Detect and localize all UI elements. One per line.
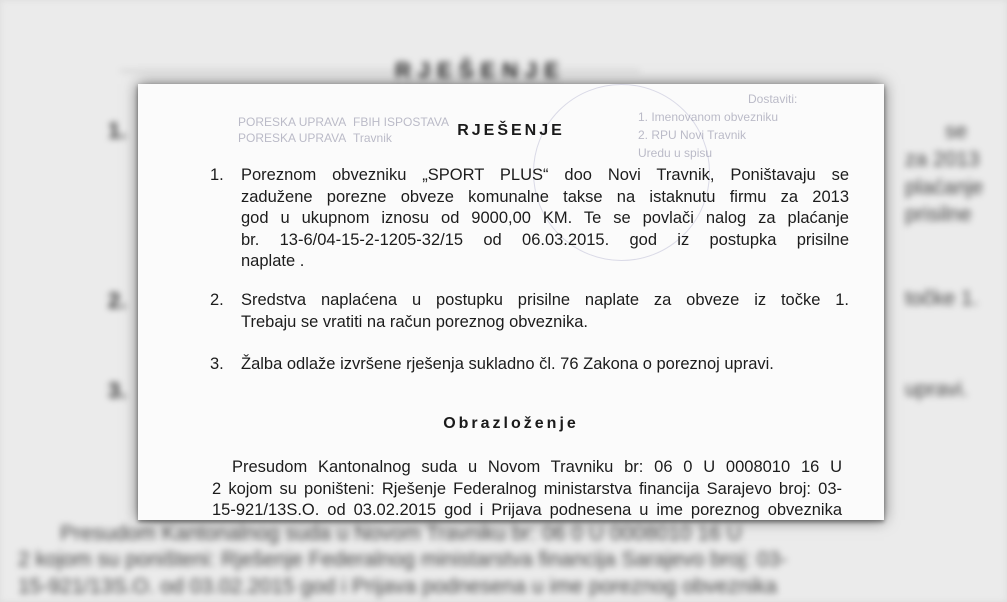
faint-header-text: 2. RPU Novi Travnik — [638, 128, 747, 142]
faint-header-text: Uredu u spisu — [638, 146, 713, 160]
background-number-1: 1. — [108, 118, 127, 143]
background-body-line: 15-921/13S.O. od 03.02.2015 god i Prijava podnesena u ime poreznog obveznika — [18, 575, 777, 598]
background-fragment: prisilne — [905, 203, 972, 226]
faint-header-text: PORESKA UPRAVA — [238, 131, 347, 145]
text-line: naplate . — [241, 252, 305, 270]
document-page — [138, 84, 884, 520]
faint-header-text: FBIH ISPOSTAVA — [353, 115, 450, 129]
text-line: Poreznom obvezniku „SPORT PLUS“ doo Novi Travnik, Poništavaju se — [241, 166, 849, 184]
document-heading: RJEŠENJE — [457, 122, 565, 139]
text-line: Trebaju se vratiti na račun poreznog obveznika. — [241, 312, 588, 331]
section-heading: Obrazloženje — [443, 415, 579, 432]
text-line: 15-921/13S.O. od 03.02.2015 god i Prijava podnesena u ime poreznog obveznika — [212, 501, 842, 519]
background-fragment: točke 1. — [905, 287, 979, 310]
background-heading: RJEŠENJE — [395, 58, 566, 83]
faint-header-text: PORESKA UPRAVA — [238, 115, 347, 129]
text-line: Sredstva naplaćena u postupku prisilne naplate za obveze iz točke 1. — [241, 291, 849, 309]
item-text — [241, 354, 849, 376]
text-line: god u ukupnom iznosu od 9000,00 KM. Te se povlači nalog za plaćanje — [241, 209, 849, 227]
text-line: 2 kojom su poništeni: Rješenje Federalnog ministarstva financija Sarajevo broj: 03- — [212, 479, 842, 498]
faint-header-text: 1. Imenovanom obvezniku — [638, 110, 779, 124]
text-line: zadužene porezne obveze komunalne takse na istaknutu firmu za 2013 — [241, 187, 849, 206]
background-fragment: upravi. — [905, 378, 969, 401]
background-fragment: se — [945, 120, 968, 143]
background-body-line: 2 kojom su poništeni: Rješenje Federalnog ministarstva financija Sarajevo broj: 03- — [18, 548, 788, 571]
item-text — [241, 165, 849, 273]
background-fragment: plaćanje — [905, 176, 984, 199]
item-text — [241, 290, 849, 333]
text-line: Žalba odlaže izvršene rješenja sukladno čl. 76 Zakona o poreznoj upravi. — [241, 355, 774, 373]
background-body-line: Presudom Kantonalnog suda u Novom Travniku br: 06 0 U 0008010 16 U — [60, 522, 742, 545]
text-line: br. 13-6/04-15-2-1205-32/15 od 06.03.2015. god iz postupka prisilne — [241, 230, 849, 249]
text-line: Presudom Kantonalnog suda u Novom Travniku br: 06 0 U 0008010 16 U — [232, 458, 842, 476]
item-number: 2. — [210, 291, 224, 309]
item-number: 1. — [210, 166, 224, 184]
item-number: 3. — [210, 355, 224, 373]
background-fragment: za 2013 — [905, 148, 980, 171]
faint-header-text: Travnik — [353, 131, 392, 145]
body-paragraph — [212, 457, 842, 520]
background-number-2: 2. — [108, 288, 127, 313]
background-number-3: 3. — [108, 378, 127, 403]
faint-header-text: Dostaviti: — [748, 92, 798, 106]
